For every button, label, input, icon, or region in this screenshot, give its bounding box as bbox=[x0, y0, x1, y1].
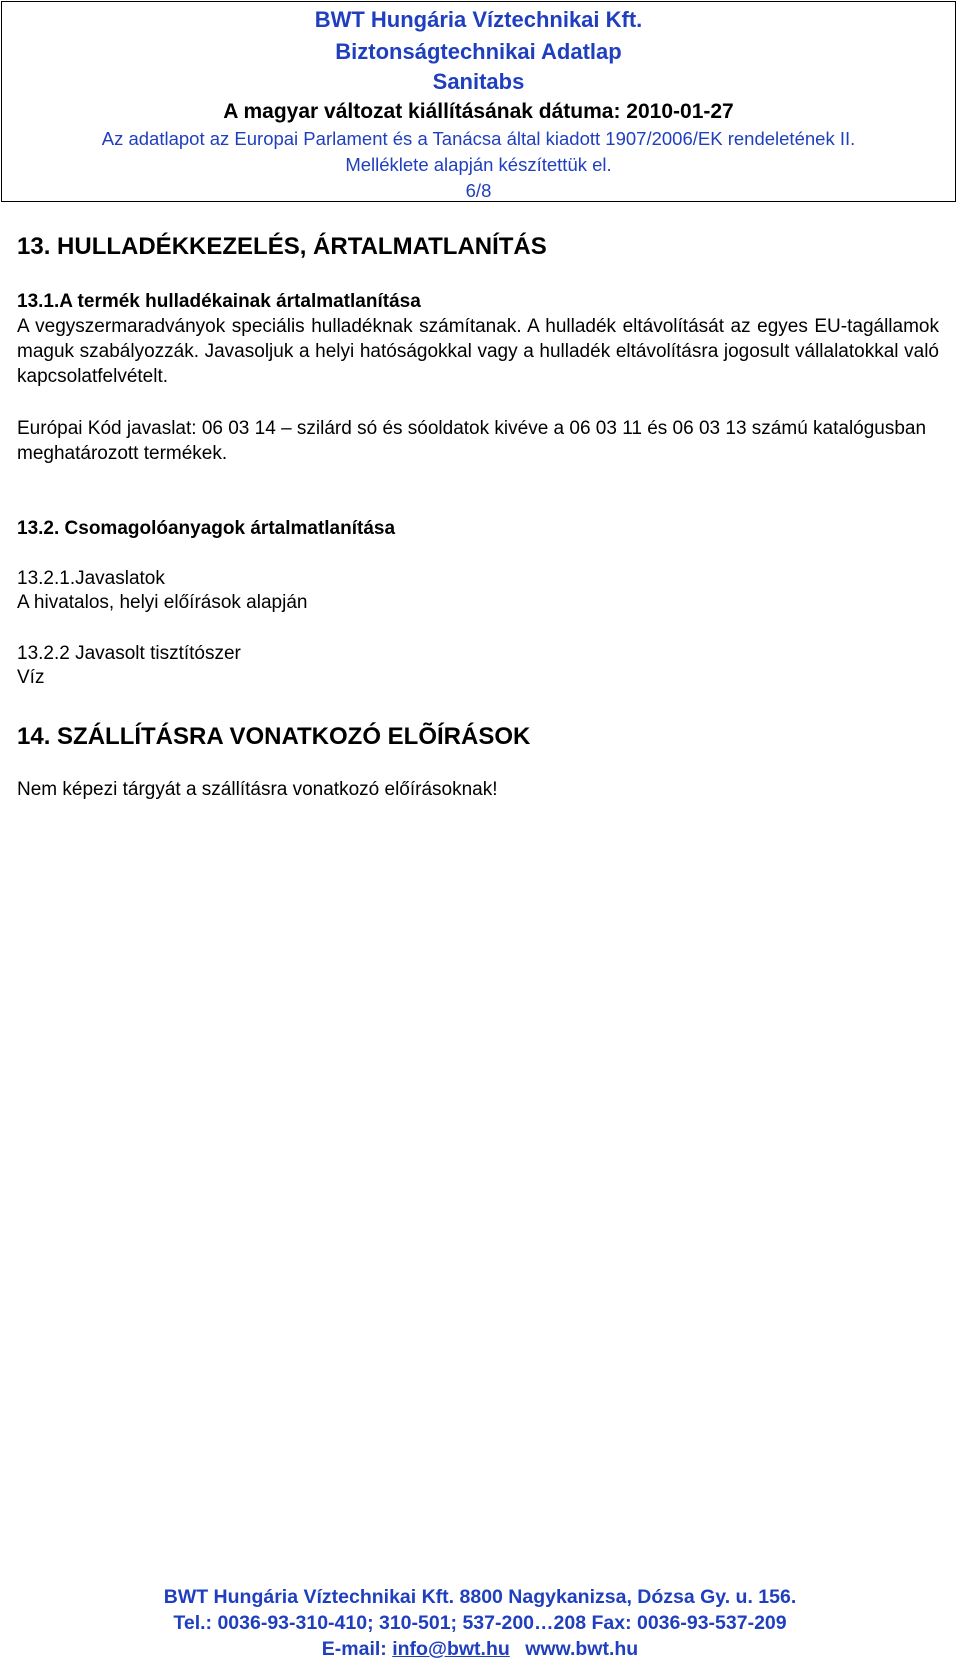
section-13-2-2-title: 13.2.2 Javasolt tisztítószer bbox=[17, 643, 241, 664]
footer-contact bbox=[0, 1638, 960, 1661]
header-date-line: A magyar változat kiállításának dátuma: 2010-01-27 bbox=[223, 100, 734, 123]
page-number: 6/8 bbox=[465, 180, 492, 201]
header-product: Sanitabs bbox=[432, 69, 525, 94]
header-legal-line-2: Melléklete alapján készítettük el. bbox=[345, 154, 612, 175]
footer-website[interactable]: www.bwt.hu bbox=[525, 1638, 639, 1660]
footer-phone-fax: Tel.: 0036-93-310-410; 310-501; 537-200…208 Fax: 0036-93-537-209 bbox=[173, 1612, 787, 1634]
section-13-1-title: 13.1.A termék hulladékainak ártalmatlanítása bbox=[17, 291, 421, 312]
section-13-2-2-text: Víz bbox=[17, 667, 45, 688]
footer-email-label: E-mail: bbox=[321, 1638, 387, 1660]
header-legal-line-1: Az adatlapot az Europai Parlament és a Tanácsa által kiadott 1907/2006/EK rendeletének II. bbox=[101, 128, 856, 149]
section-14-title: 14. SZÁLLÍTÁSRA VONATKOZÓ ELÕÍRÁSOK bbox=[17, 723, 531, 750]
header-doc-type: Biztonságtechnikai Adatlap bbox=[335, 39, 622, 64]
footer-email-link[interactable]: info@bwt.hu bbox=[392, 1638, 510, 1660]
header-company: BWT Hungária Víztechnikai Kft. bbox=[314, 7, 643, 32]
section-13-2-1-text: A hivatalos, helyi előírások alapján bbox=[17, 592, 308, 613]
section-13-1-text: A vegyszermaradványok speciális hulladéknak számítanak. A hulladék eltávolítását az egyes EU-tagállamok maguk szabályozzák. Javasoljuk a helyi hatóságokkal vagy a hulladék eltávolításra jogosult vállalatokkal való kapcsolatfelvételt. bbox=[17, 316, 939, 387]
eu-code-text: Európai Kód javaslat: 06 03 14 – szilárd só és sóoldatok kivéve a 06 03 11 és 06 03 13 számú katalógusban meghatározott termékek. bbox=[17, 418, 927, 464]
document-header bbox=[1, 1, 956, 202]
section-14-text: Nem képezi tárgyát a szállításra vonatkozó előírásoknak! bbox=[17, 779, 498, 800]
section-13-title: 13. HULLADÉKKEZELÉS, ÁRTALMATLANÍTÁS bbox=[17, 233, 547, 260]
section-13-2-title: 13.2. Csomagolóanyagok ártalmatlanítása bbox=[17, 518, 396, 539]
section-13-2-1-title: 13.2.1.Javaslatok bbox=[17, 568, 165, 589]
footer-address: BWT Hungária Víztechnikai Kft. 8800 Nagykanizsa, Dózsa Gy. u. 156. bbox=[163, 1586, 797, 1608]
